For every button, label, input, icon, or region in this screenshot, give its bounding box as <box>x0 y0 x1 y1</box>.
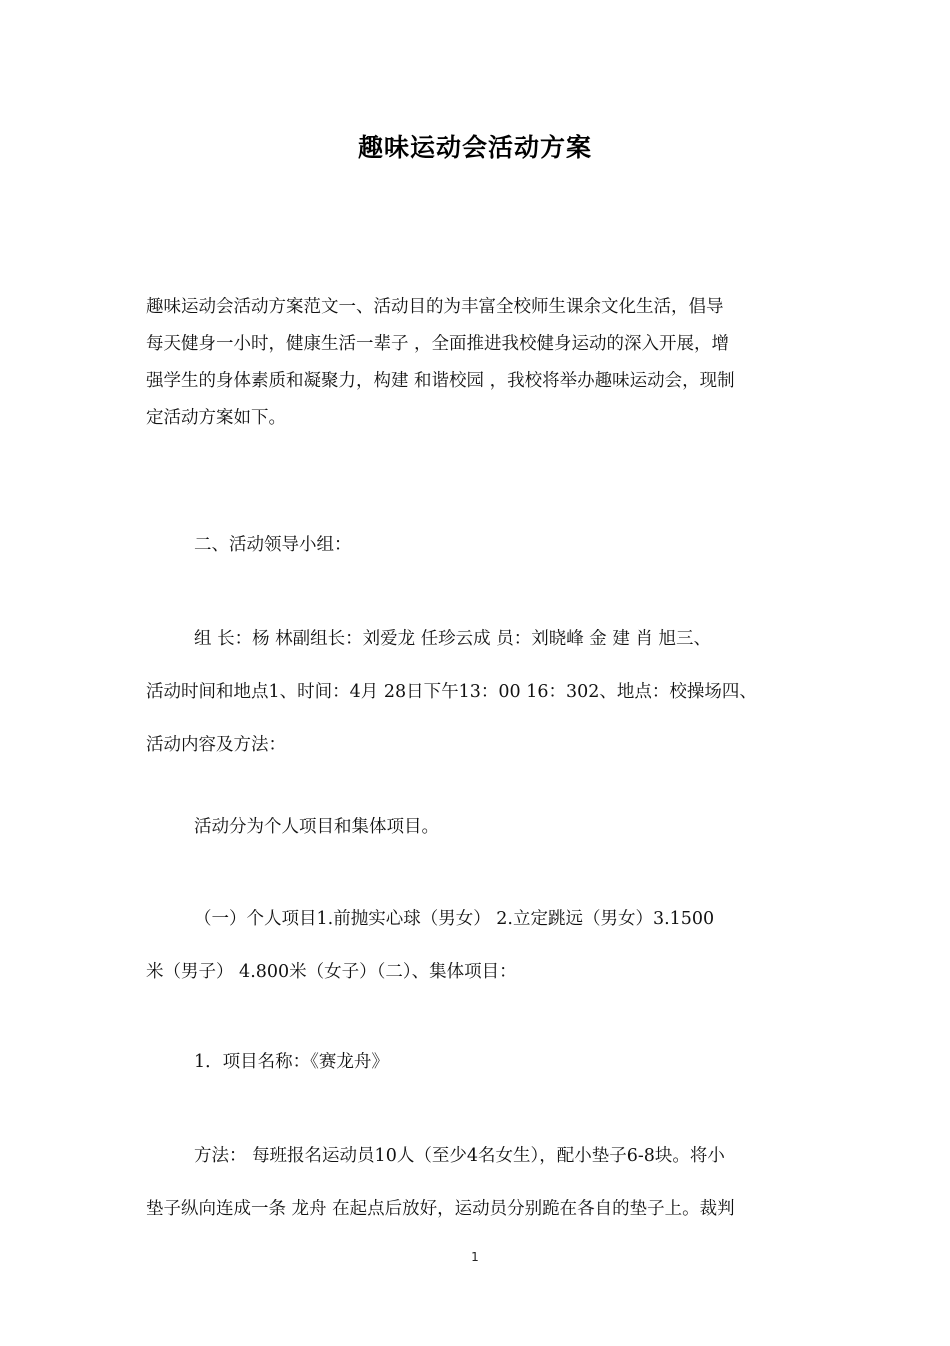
text-line: 每天健身一小时，健康生活一辈子 ，全面推进我校健身运动的深入开展，增 <box>146 334 730 354</box>
text-line: 二、活动领导小组： <box>194 535 352 555</box>
text-line: （一）个人项目1.前抛实心球（男女） 2.立定跳远（男女）3.1500 <box>194 909 715 929</box>
page-title: 趣味运动会活动方案 <box>357 133 592 162</box>
text-line: 定活动方案如下。 <box>146 408 286 428</box>
page-number: 1 <box>471 1250 479 1264</box>
event-name-paragraph <box>146 1036 806 1089</box>
individual-events-paragraph <box>146 893 806 999</box>
text-line: 活动分为个人项目和集体项目。 <box>194 817 439 837</box>
text-line: 1．项目名称：《赛龙舟》 <box>194 1052 389 1072</box>
activity-division-paragraph <box>146 801 806 854</box>
text-line: 垫子纵向连成一条 龙舟 在起点后放好，运动员分别跪在各自的垫子上。裁判 <box>146 1199 735 1219</box>
intro-paragraph <box>146 289 806 437</box>
text-line: 强学生的身体素质和凝聚力，构建 和谐校园 ，我校将举办趣味运动会，现制 <box>146 371 735 391</box>
text-line: 组 长：杨 林副组长：刘爱龙 任珍云成 员：刘晓峰 金 建 肖 旭三、 <box>194 629 711 649</box>
method-paragraph <box>146 1130 806 1236</box>
text-line: 趣味运动会活动方案范文一、活动目的为丰富全校师生课余文化生活，倡导 <box>146 297 724 317</box>
leadership-and-time-paragraph <box>146 613 806 772</box>
text-line: 活动时间和地点1、时间：4月 28日下午13：00 16：302、地点：校操场四、 <box>146 682 757 702</box>
text-line: 方法： 每班报名运动员10人（至少4名女生），配小垫子6-8块。将小 <box>194 1146 725 1166</box>
text-line: 米（男子） 4.800米（女子）（二）、集体项目： <box>146 962 517 982</box>
section-leadership-heading <box>146 519 806 572</box>
text-line: 活动内容及方法： <box>146 735 286 755</box>
